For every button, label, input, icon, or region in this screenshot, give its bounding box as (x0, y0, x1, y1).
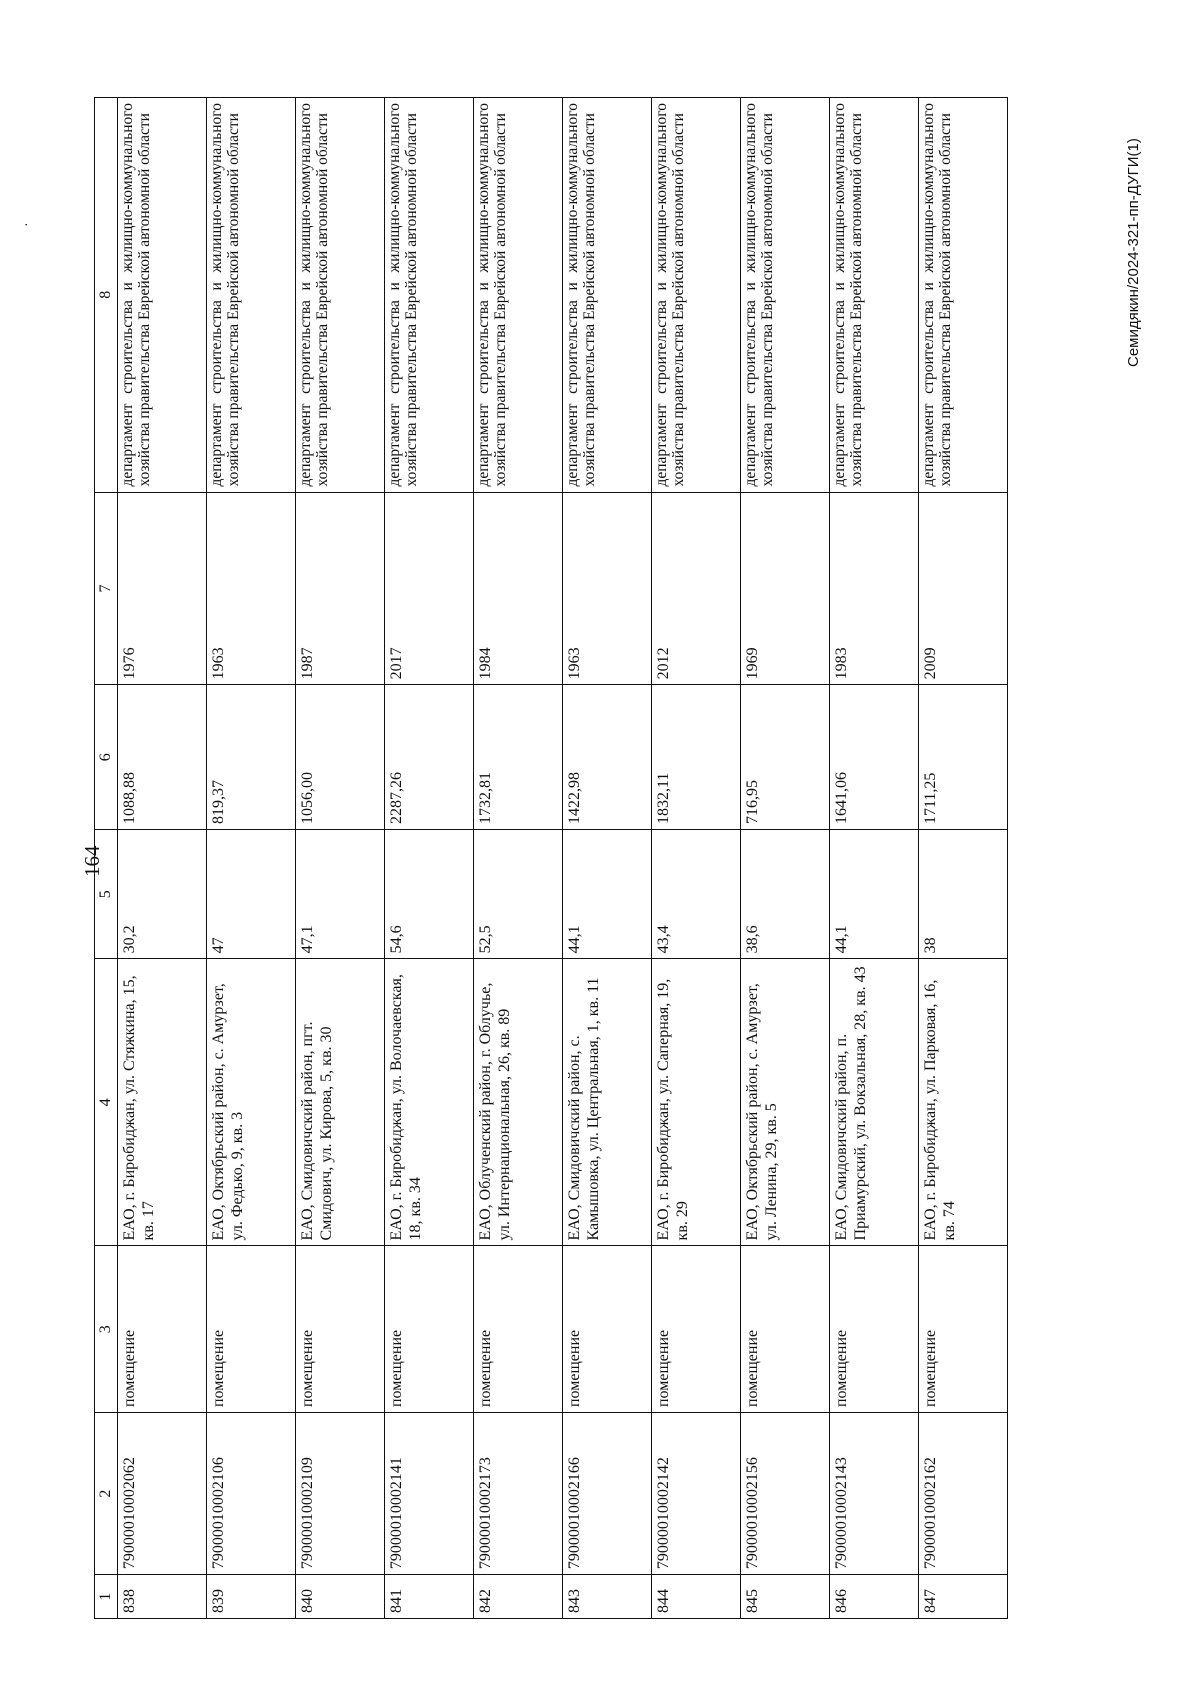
cadastral-number-cell: 79000010002156 (741, 1413, 830, 1575)
table-row (741, 98, 830, 1619)
address-cell: ЕАО, Октябрьский район, с. Амурзет, ул. Ленина, 29, кв. 5 (741, 959, 830, 1246)
cadastral-number-cell: 79000010002143 (830, 1413, 919, 1575)
cadastral-number-cell: 79000010002162 (919, 1413, 1008, 1575)
area-cell: 30,2 (118, 830, 207, 959)
area-cell: 52,5 (474, 830, 563, 959)
holder-cell: департамент строительства и жилищно-коммунального хозяйства правительства Еврейской автономной области (919, 98, 1008, 493)
column-header: 8 (95, 98, 118, 493)
table-row (474, 98, 563, 1619)
column-header: 2 (95, 1413, 118, 1575)
year-cell: 1983 (830, 492, 919, 685)
column-header: 4 (95, 959, 118, 1246)
holder-cell: департамент строительства и жилищно-коммунального хозяйства правительства Еврейской автономной области (296, 98, 385, 493)
row-number-cell: 839 (207, 1575, 296, 1619)
object-type-cell: помещение (741, 1246, 830, 1413)
row-number-cell: 843 (563, 1575, 652, 1619)
holder-cell: департамент строительства и жилищно-коммунального хозяйства правительства Еврейской автономной области (118, 98, 207, 493)
row-number-cell: 845 (741, 1575, 830, 1619)
row-number-cell: 838 (118, 1575, 207, 1619)
year-cell: 1976 (118, 492, 207, 685)
document-stamp: Семидякин/2024-321-пп-ДУГИ(1) (1125, 138, 1142, 367)
table-row (296, 98, 385, 1619)
table-row (207, 98, 296, 1619)
table-row (118, 98, 207, 1619)
cadastral-value-cell: 1641,06 (830, 685, 919, 830)
object-type-cell: помещение (118, 1246, 207, 1413)
row-number-cell: 841 (385, 1575, 474, 1619)
property-table (94, 97, 1008, 1619)
year-cell: 1963 (563, 492, 652, 685)
table-row (919, 98, 1008, 1619)
holder-cell: департамент строительства и жилищно-коммунального хозяйства правительства Еврейской автономной области (563, 98, 652, 493)
cadastral-number-cell: 79000010002173 (474, 1413, 563, 1575)
cadastral-number-cell: 79000010002142 (652, 1413, 741, 1575)
holder-cell: департамент строительства и жилищно-коммунального хозяйства правительства Еврейской автономной области (207, 98, 296, 493)
row-number-cell: 842 (474, 1575, 563, 1619)
cadastral-number-cell: 79000010002109 (296, 1413, 385, 1575)
cadastral-value-cell: 716,95 (741, 685, 830, 830)
object-type-cell: помещение (830, 1246, 919, 1413)
cadastral-value-cell: 2287,26 (385, 685, 474, 830)
cadastral-value-cell: 1422,98 (563, 685, 652, 830)
area-cell: 54,6 (385, 830, 474, 959)
cadastral-value-cell: 1832,11 (652, 685, 741, 830)
year-cell: 1969 (741, 492, 830, 685)
object-type-cell: помещение (563, 1246, 652, 1413)
row-number-cell: 846 (830, 1575, 919, 1619)
holder-cell: департамент строительства и жилищно-коммунального хозяйства правительства Еврейской автономной области (830, 98, 919, 493)
address-cell: ЕАО, Октябрьский район, с. Амурзет, ул. Федько, 9, кв. 3 (207, 959, 296, 1246)
row-number-cell: 840 (296, 1575, 385, 1619)
year-cell: 2009 (919, 492, 1008, 685)
year-cell: 1984 (474, 492, 563, 685)
object-type-cell: помещение (652, 1246, 741, 1413)
object-type-cell: помещение (385, 1246, 474, 1413)
table-row (830, 98, 919, 1619)
area-cell: 44,1 (830, 830, 919, 959)
holder-cell: департамент строительства и жилищно-коммунального хозяйства правительства Еврейской автономной области (652, 98, 741, 493)
area-cell: 47,1 (296, 830, 385, 959)
address-cell: ЕАО, г. Биробиджан, ул. Саперная, 19, кв. 29 (652, 959, 741, 1246)
column-header: 7 (95, 492, 118, 685)
cadastral-value-cell: 1088,88 (118, 685, 207, 830)
cadastral-number-cell: 79000010002141 (385, 1413, 474, 1575)
table-header-row (95, 98, 118, 1619)
object-type-cell: помещение (296, 1246, 385, 1413)
area-cell: 38 (919, 830, 1008, 959)
area-cell: 44,1 (563, 830, 652, 959)
holder-cell: департамент строительства и жилищно-коммунального хозяйства правительства Еврейской автономной области (474, 98, 563, 493)
cadastral-number-cell: 79000010002166 (563, 1413, 652, 1575)
holder-cell: департамент строительства и жилищно-коммунального хозяйства правительства Еврейской автономной области (741, 98, 830, 493)
address-cell: ЕАО, Смидовичский район, с. Камышовка, ул. Центральная, 1, кв. 11 (563, 959, 652, 1246)
column-header: 6 (95, 685, 118, 830)
year-cell: 1963 (207, 492, 296, 685)
cadastral-number-cell: 79000010002062 (118, 1413, 207, 1575)
table-row (385, 98, 474, 1619)
year-cell: 1987 (296, 492, 385, 685)
holder-cell: департамент строительства и жилищно-коммунального хозяйства правительства Еврейской автономной области (385, 98, 474, 493)
object-type-cell: помещение (474, 1246, 563, 1413)
year-cell: 2017 (385, 492, 474, 685)
page-number: 164 (80, 845, 104, 877)
address-cell: ЕАО, г. Биробиджан, ул. Парковая, 16, кв. 74 (919, 959, 1008, 1246)
row-number-cell: 847 (919, 1575, 1008, 1619)
column-header: 1 (95, 1575, 118, 1619)
address-cell: ЕАО, г. Биробиджан, ул. Стяжкина, 15, кв. 17 (118, 959, 207, 1246)
address-cell: ЕАО, Смидовичский район, пгт. Смидович, ул. Кирова, 5, кв. 30 (296, 959, 385, 1246)
object-type-cell: помещение (919, 1246, 1008, 1413)
table-row (563, 98, 652, 1619)
address-cell: ЕАО, Облученский район, г. Облучье, ул. Интернациональная, 26, кв. 89 (474, 959, 563, 1246)
object-type-cell: помещение (207, 1246, 296, 1413)
column-header: 5 (95, 830, 118, 959)
row-number-cell: 844 (652, 1575, 741, 1619)
area-cell: 38,6 (741, 830, 830, 959)
table-row (652, 98, 741, 1619)
cadastral-value-cell: 1711,25 (919, 685, 1008, 830)
cadastral-number-cell: 79000010002106 (207, 1413, 296, 1575)
cadastral-value-cell: 819,37 (207, 685, 296, 830)
cadastral-value-cell: 1732,81 (474, 685, 563, 830)
scan-dot: · (20, 222, 35, 227)
area-cell: 47 (207, 830, 296, 959)
column-header: 3 (95, 1246, 118, 1413)
address-cell: ЕАО, г. Биробиджан, ул. Волочаевская, 18, кв. 34 (385, 959, 474, 1246)
cadastral-value-cell: 1056,00 (296, 685, 385, 830)
address-cell: ЕАО, Смидовичский район, п. Приамурский, ул. Вокзальная, 28, кв. 43 (830, 959, 919, 1246)
year-cell: 2012 (652, 492, 741, 685)
area-cell: 43,4 (652, 830, 741, 959)
